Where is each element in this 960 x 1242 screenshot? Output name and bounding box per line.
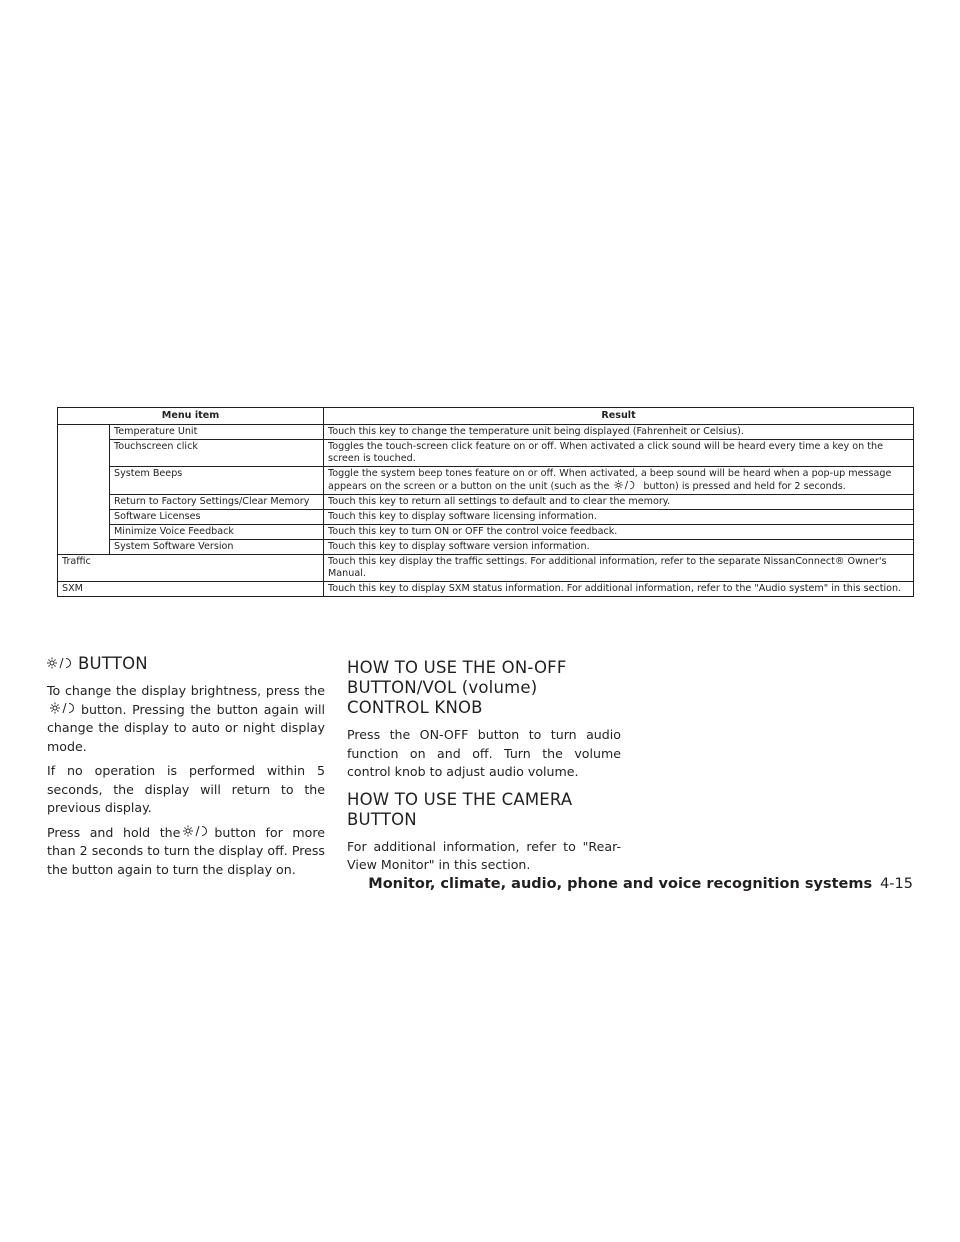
- menu-item-cell: Return to Factory Settings/Clear Memory: [110, 495, 324, 510]
- menu-item-cell: Software Licenses: [110, 510, 324, 525]
- paragraph: [47, 824, 325, 880]
- section-heading-volume: HOW TO USE THE ON-OFF BUTTON/VOL (volume) CONTROL KNOB: [347, 658, 567, 717]
- result-text-after: button) is pressed and held for 2 seconds.: [643, 481, 846, 492]
- result-cell: Touch this key to display software licensing information.: [324, 510, 914, 525]
- sun-moon-icon: [47, 657, 75, 669]
- result-cell: Touch this key to return all settings to default and to clear the memory.: [324, 495, 914, 510]
- sun-moon-icon: [613, 480, 639, 490]
- menu-item-cell: System Software Version: [110, 540, 324, 555]
- settings-table: [57, 407, 914, 597]
- menu-item-cell: Temperature Unit: [110, 425, 324, 440]
- result-cell: [324, 467, 914, 495]
- text: button. Pressing the button again will change the display to auto or night display mode.: [47, 701, 325, 754]
- header-menu-item: Menu item: [58, 408, 324, 425]
- text: button for more than 2 seconds to turn the display off. Press the button again to turn the display on.: [47, 824, 325, 877]
- paragraph: Press the ON-OFF button to turn audio function on and off. Turn the volume control knob to adjust audio volume.: [347, 727, 621, 779]
- heading-text: BUTTON: [78, 654, 148, 673]
- paragraph: If no operation is performed within 5 seconds, the display will return to the previous display.: [47, 763, 325, 815]
- menu-item-cell: Minimize Voice Feedback: [110, 525, 324, 540]
- footer-section-title: Monitor, climate, audio, phone and voice recognition systems: [368, 876, 873, 892]
- sun-moon-icon: [50, 702, 78, 714]
- menu-item-cell: Traffic: [58, 555, 324, 582]
- menu-item-cell: Touchscreen click: [110, 440, 324, 467]
- indent-cell: [58, 425, 110, 555]
- table-row: [58, 510, 914, 525]
- section-heading-button: [47, 654, 325, 674]
- paragraph: [47, 682, 325, 756]
- header-result: Result: [324, 408, 914, 425]
- result-text-before: Toggle the system beep tones feature on or off. When activated, a beep sound will be heard when a pop-up message appears on the screen or a button on the unit (such as the: [328, 468, 892, 492]
- sun-moon-icon: [183, 825, 211, 837]
- table-row: [58, 495, 914, 510]
- left-column: [47, 654, 325, 885]
- result-cell: Touch this key to display software version information.: [324, 540, 914, 555]
- table-row: [58, 540, 914, 555]
- right-column: [347, 658, 621, 881]
- result-cell: Touch this key to change the temperature unit being displayed (Fahrenheit or Celsius).: [324, 425, 914, 440]
- page-number: 4-15: [880, 876, 913, 892]
- result-cell: Touch this key to display SXM status information. For additional information, refer to the "Audio system" in this section.: [324, 582, 914, 597]
- table-row: [58, 525, 914, 540]
- table-row: [58, 440, 914, 467]
- page-footer: [368, 876, 913, 892]
- text: To change the display brightness, press the: [47, 683, 325, 698]
- table-row: [58, 467, 914, 495]
- menu-item-cell: System Beeps: [110, 467, 324, 495]
- result-cell: Toggles the touch-screen click feature on or off. When activated a click sound will be heard every time a key on the screen is touched.: [324, 440, 914, 467]
- result-cell: Touch this key to turn ON or OFF the control voice feedback.: [324, 525, 914, 540]
- table-header-row: [58, 408, 914, 425]
- result-cell: Touch this key display the traffic settings. For additional information, refer to the separate NissanConnect® Owner's Manual.: [324, 555, 914, 582]
- table-row: [58, 425, 914, 440]
- table-row: [58, 555, 914, 582]
- section-heading-camera: HOW TO USE THE CAMERA BUTTON: [347, 789, 573, 829]
- table-row: [58, 582, 914, 597]
- menu-item-cell: SXM: [58, 582, 324, 597]
- text: Press and hold the: [47, 824, 181, 840]
- paragraph: For additional information, refer to "Rear-View Monitor" in this section.: [347, 838, 621, 872]
